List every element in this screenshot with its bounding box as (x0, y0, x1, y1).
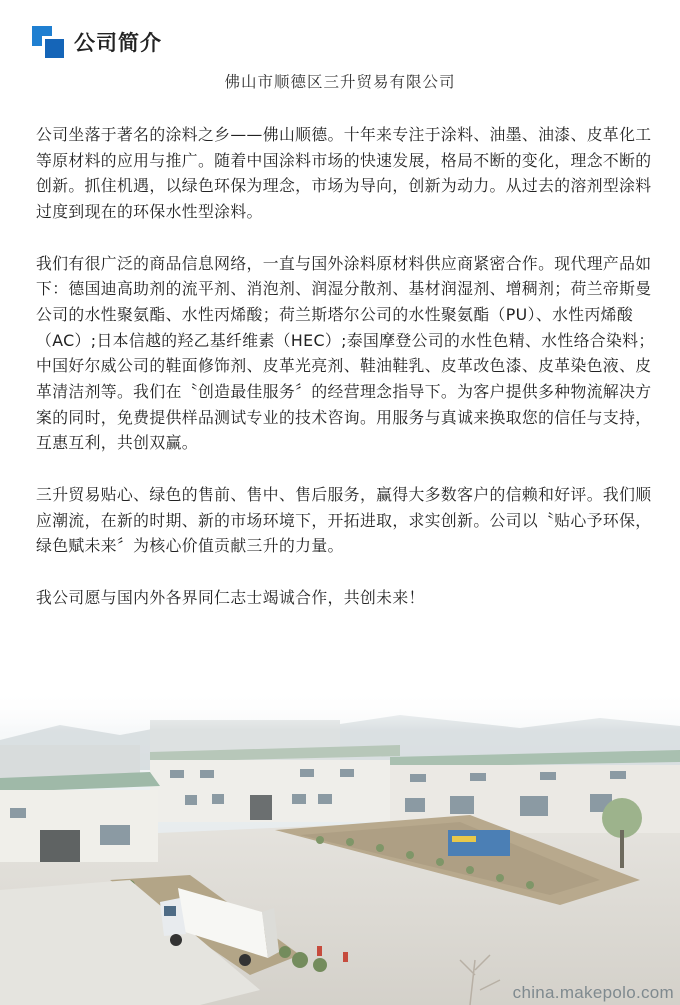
watermark-text: china.makepolo.com (512, 983, 674, 1002)
intro-paragraph-2: 我们有很广泛的商品信息网络，一直与国外涂料原材料供应商紧密合作。现代理产品如下：德国迪高助剂的流平剂、消泡剂、润湿分散剂、基材润湿剂、增稠剂；荷兰帝斯曼公司的水性聚氨酯、水性丙烯酸；荷兰斯塔尔公司的水性聚氨酯（PU）、水性丙烯酸（AC）;日本信越的羟乙基纤维素（HEC）;泰国摩登公司的水性色精、水性络合染料；中国好尔威公司的鞋面修饰剂、皮革光亮剂、鞋油鞋乳、皮革改色漆、皮革染色液、皮革清洁剂等。我们在〝创造最佳服务〞的经营理念指导下。为客户提供多种物流解决方案的同时，免费提供样品测试专业的技术咨询。用服务与真诚来换取您的信任与支持，互惠互利，共创双赢。 (36, 253, 655, 453)
section-title: 公司简介 (74, 31, 162, 55)
intro-paragraph-4: 我公司愿与国内外各界同仁志士竭诚合作，共创未来！ (36, 587, 425, 607)
section-header (32, 24, 162, 60)
blue-squares-logo-icon (32, 26, 64, 58)
company-name: 佛山市顺德区三升贸易有限公司 (224, 73, 456, 91)
intro-paragraph-1: 公司坐落于著名的涂料之乡——佛山顺德。十年来专注于涂料、油墨、油漆、皮革化工等原材料的应用与推广。随着中国涂料市场的快速发展，格局不断的变化，理念不断的创新。抓住机遇，以绿色环保为理念，市场为导向，创新为动力。从过去的溶剂型涂料过度到现在的环保水性型涂料。 (36, 125, 652, 222)
factory-campus-photo (0, 690, 680, 1005)
intro-content (36, 122, 662, 636)
intro-paragraph-3: 三升贸易贴心、绿色的售前、售中、售后服务，赢得大多数客户的信赖和好评。我们顺应潮流，在新的时期、新的市场环境下，开拓进取，求实创新。公司以〝贴心予环保，绿色赋未来〞为核心价值贡献三升的力量。 (36, 484, 652, 556)
